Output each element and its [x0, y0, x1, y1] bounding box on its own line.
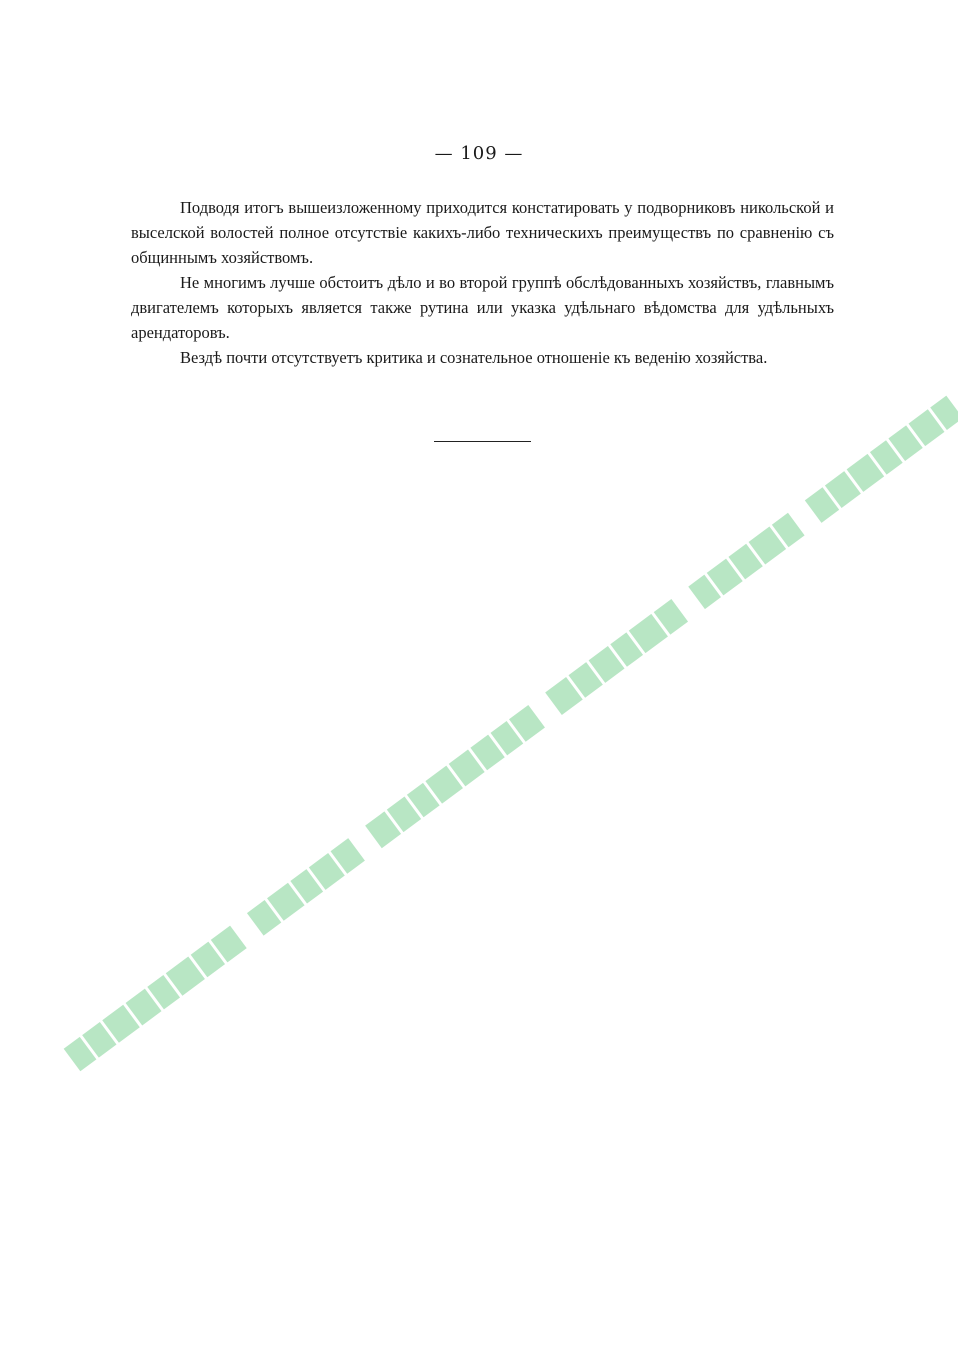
watermark-glyph: [82, 1022, 116, 1058]
watermark-glyph: [126, 989, 162, 1026]
watermark-glyph: [425, 766, 463, 804]
section-separator: [434, 441, 531, 442]
watermark-glyph: [470, 735, 504, 771]
watermark-glyph: [166, 957, 205, 996]
watermark-glyph: [629, 614, 668, 653]
watermark-glyph: [331, 838, 365, 874]
paragraph-3: Вездѣ почти отсутствуетъ критика и сознательное отношеніе къ веденію хозяйства.: [180, 348, 768, 367]
watermark-glyph: [825, 471, 861, 508]
watermark-glyph: [191, 942, 225, 978]
watermark-glyph: [509, 705, 545, 742]
watermark-glyph: [568, 662, 602, 698]
watermark-glyph: [64, 1037, 97, 1071]
watermark-glyph: [491, 721, 524, 755]
watermark-glyph: [654, 599, 688, 635]
watermark-glyph: [870, 440, 903, 474]
watermark-glyph: [449, 750, 485, 787]
watermark-glyph: [930, 396, 958, 430]
watermark-stripe: [64, 396, 958, 1072]
paragraph-2: Не многимъ лучше обстоитъ дѣло и во второй группѣ обслѣдованныхъ хозяйствъ, главнымъ двигателемъ которыхъ является также рутина или указка удѣльнаго вѣдомства для удѣльныхъ арендаторовъ.: [131, 273, 834, 342]
watermark-glyph: [545, 677, 583, 715]
watermark-glyph: [387, 797, 421, 833]
watermark-glyph: [211, 926, 247, 963]
page-number: — 109 —: [434, 143, 524, 164]
watermark-glyph: [772, 513, 805, 547]
watermark-glyph: [589, 646, 625, 683]
watermark-glyph: [247, 900, 281, 936]
watermark-glyph: [610, 632, 643, 666]
watermark-glyph: [909, 409, 945, 446]
watermark-glyph: [728, 544, 762, 580]
watermark-glyph: [805, 487, 839, 523]
watermark-glyph: [407, 783, 440, 817]
watermark-glyph: [102, 1005, 140, 1043]
watermark-glyph: [365, 811, 401, 848]
watermark-glyph: [888, 425, 922, 461]
watermark-glyph: [707, 559, 743, 596]
watermark-glyph: [309, 853, 345, 890]
watermark-glyph: [290, 869, 323, 903]
watermark-glyph: [147, 975, 180, 1009]
paragraph-1: Подводя итогъ вышеизложенному приходится констатировать у подворниковъ никольской и выселской волостей полное отсутствіе какихъ-либо техническихъ преимуществъ по сравненію съ общиннымъ хозяйствомъ.: [131, 198, 834, 267]
watermark-glyph: [847, 454, 885, 492]
watermark-glyph: [749, 526, 787, 564]
body-text: [131, 195, 834, 370]
watermark-glyph: [688, 575, 721, 609]
watermark-glyph: [267, 883, 305, 921]
